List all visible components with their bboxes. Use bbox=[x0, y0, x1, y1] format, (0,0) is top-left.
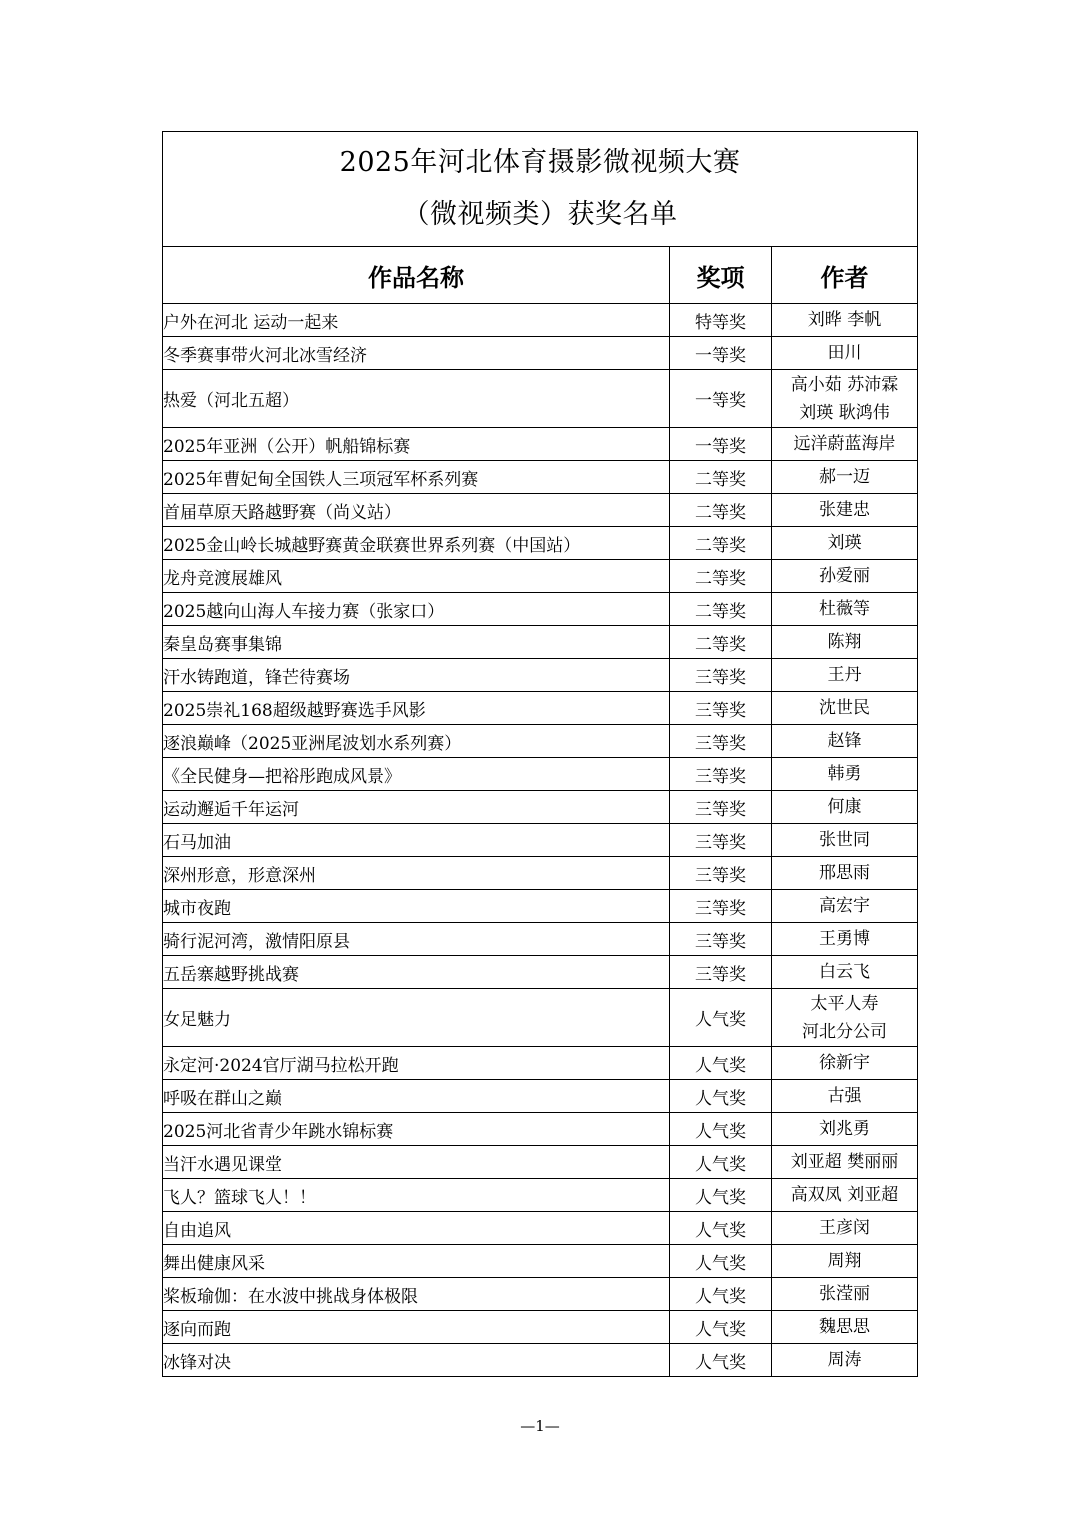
document-title: 2025年河北体育摄影微视频大赛 bbox=[339, 147, 741, 178]
table-row bbox=[163, 725, 918, 758]
page-number: —1— bbox=[520, 1417, 560, 1435]
award-cell: 二等奖 bbox=[670, 593, 772, 626]
work-title-cell: 冰锋对决 bbox=[163, 1344, 670, 1377]
table-row bbox=[163, 1245, 918, 1278]
award-cell: 二等奖 bbox=[670, 461, 772, 494]
work-title-cell: 冬季赛事带火河北冰雪经济 bbox=[163, 337, 670, 370]
author-cell bbox=[772, 1344, 918, 1377]
award-cell: 人气奖 bbox=[670, 1344, 772, 1377]
award-cell: 三等奖 bbox=[670, 791, 772, 824]
table-row bbox=[163, 1146, 918, 1179]
work-title-cell: 女足魅力 bbox=[163, 989, 670, 1047]
header-author: 作者 bbox=[772, 247, 918, 304]
table-row bbox=[163, 1080, 918, 1113]
award-cell: 人气奖 bbox=[670, 1047, 772, 1080]
work-title-cell: 骑行泥河湾，激情阳原县 bbox=[163, 923, 670, 956]
author-cell bbox=[772, 1113, 918, 1146]
author-cell bbox=[772, 370, 918, 428]
table-body bbox=[163, 304, 918, 1377]
work-title-cell: 运动邂逅千年运河 bbox=[163, 791, 670, 824]
award-cell: 三等奖 bbox=[670, 725, 772, 758]
award-cell: 人气奖 bbox=[670, 1212, 772, 1245]
table-row bbox=[163, 1311, 918, 1344]
table-row bbox=[163, 989, 918, 1047]
author-cell bbox=[772, 337, 918, 370]
table-title-cell bbox=[163, 132, 918, 247]
table-row bbox=[163, 1278, 918, 1311]
author-name: 高小茹 苏沛霖 bbox=[790, 374, 899, 395]
work-title-cell: 热爱（河北五超） bbox=[163, 370, 670, 428]
table-row bbox=[163, 626, 918, 659]
table-row bbox=[163, 890, 918, 923]
author-cell bbox=[772, 857, 918, 890]
work-title-cell: 《全民健身—把裕彤跑成风景》 bbox=[163, 758, 670, 791]
author-name: 刘瑛 bbox=[827, 533, 862, 553]
table-row bbox=[163, 1179, 918, 1212]
work-title-cell: 深州形意，形意深州 bbox=[163, 857, 670, 890]
table-row bbox=[163, 593, 918, 626]
work-title-cell: 石马加油 bbox=[163, 824, 670, 857]
table-row bbox=[163, 923, 918, 956]
author-cell bbox=[772, 1146, 918, 1179]
table-row bbox=[163, 791, 918, 824]
author-cell bbox=[772, 890, 918, 923]
author-cell bbox=[772, 1080, 918, 1113]
author-name: 河北分公司 bbox=[802, 1021, 887, 1042]
author-cell bbox=[772, 560, 918, 593]
author-cell bbox=[772, 494, 918, 527]
author-cell bbox=[772, 1245, 918, 1278]
work-title-cell: 2025年亚洲（公开）帆船锦标赛 bbox=[163, 428, 670, 461]
author-name: 沈世民 bbox=[819, 698, 870, 718]
work-title-cell: 五岳寨越野挑战赛 bbox=[163, 956, 670, 989]
author-name: 魏思思 bbox=[819, 1317, 870, 1337]
work-title-cell: 永定河·2024官厅湖马拉松开跑 bbox=[163, 1047, 670, 1080]
table-row bbox=[163, 1344, 918, 1377]
work-title-cell: 逐向而跑 bbox=[163, 1311, 670, 1344]
award-cell: 二等奖 bbox=[670, 494, 772, 527]
table-row bbox=[163, 461, 918, 494]
author-cell bbox=[772, 956, 918, 989]
author-cell bbox=[772, 791, 918, 824]
author-cell bbox=[772, 1179, 918, 1212]
work-title-cell: 逐浪巅峰（2025亚洲尾波划水系列赛） bbox=[163, 725, 670, 758]
author-cell bbox=[772, 1047, 918, 1080]
author-name: 孙爱丽 bbox=[819, 566, 870, 586]
author-cell bbox=[772, 304, 918, 337]
table-row bbox=[163, 370, 918, 428]
table-row bbox=[163, 956, 918, 989]
award-cell: 三等奖 bbox=[670, 923, 772, 956]
author-cell bbox=[772, 1278, 918, 1311]
author-name: 太平人寿 bbox=[810, 993, 879, 1014]
author-name: 白云飞 bbox=[819, 962, 870, 982]
author-name: 刘晔 李帆 bbox=[807, 310, 882, 330]
award-cell: 人气奖 bbox=[670, 1311, 772, 1344]
author-name: 古强 bbox=[827, 1086, 862, 1106]
author-name: 郝一迈 bbox=[819, 467, 870, 487]
work-title-cell: 当汗水遇见课堂 bbox=[163, 1146, 670, 1179]
award-cell: 三等奖 bbox=[670, 758, 772, 791]
award-cell: 三等奖 bbox=[670, 890, 772, 923]
award-cell: 一等奖 bbox=[670, 337, 772, 370]
header-award: 奖项 bbox=[670, 247, 772, 304]
author-name: 田川 bbox=[827, 343, 862, 363]
author-cell bbox=[772, 428, 918, 461]
work-title-cell: 桨板瑜伽：在水波中挑战身体极限 bbox=[163, 1278, 670, 1311]
work-title-cell: 2025河北省青少年跳水锦标赛 bbox=[163, 1113, 670, 1146]
award-cell: 二等奖 bbox=[670, 560, 772, 593]
table-row bbox=[163, 560, 918, 593]
author-cell bbox=[772, 1311, 918, 1344]
author-name: 王勇博 bbox=[819, 929, 870, 949]
author-name: 刘兆勇 bbox=[819, 1119, 870, 1139]
award-cell: 一等奖 bbox=[670, 370, 772, 428]
table-row bbox=[163, 494, 918, 527]
author-name: 张建忠 bbox=[819, 500, 870, 520]
award-cell: 一等奖 bbox=[670, 428, 772, 461]
author-name: 高双凤 刘亚超 bbox=[790, 1185, 899, 1205]
author-name: 徐新宇 bbox=[819, 1053, 870, 1073]
document-subtitle: （微视频类）获奖名单 bbox=[402, 199, 678, 230]
work-title-cell: 2025年曹妃甸全国铁人三项冠军杯系列赛 bbox=[163, 461, 670, 494]
table-row bbox=[163, 1047, 918, 1080]
table-row bbox=[163, 857, 918, 890]
author-name: 王丹 bbox=[827, 665, 862, 685]
table-row bbox=[163, 692, 918, 725]
work-title-cell: 首届草原天路越野赛（尚义站） bbox=[163, 494, 670, 527]
table-row bbox=[163, 659, 918, 692]
table-row bbox=[163, 304, 918, 337]
work-title-cell: 城市夜跑 bbox=[163, 890, 670, 923]
award-cell: 三等奖 bbox=[670, 857, 772, 890]
award-cell: 人气奖 bbox=[670, 1179, 772, 1212]
award-cell: 三等奖 bbox=[670, 956, 772, 989]
author-name: 张世同 bbox=[819, 830, 870, 850]
work-title-cell: 呼吸在群山之巅 bbox=[163, 1080, 670, 1113]
award-cell: 三等奖 bbox=[670, 824, 772, 857]
author-cell bbox=[772, 989, 918, 1047]
work-title-cell: 龙舟竞渡展雄风 bbox=[163, 560, 670, 593]
work-title-cell: 舞出健康风采 bbox=[163, 1245, 670, 1278]
work-title-cell: 汗水铸跑道，锋芒待赛场 bbox=[163, 659, 670, 692]
author-name: 周翔 bbox=[827, 1251, 862, 1271]
table-row bbox=[163, 1113, 918, 1146]
award-cell: 三等奖 bbox=[670, 692, 772, 725]
author-name: 赵锋 bbox=[827, 731, 862, 751]
header-work: 作品名称 bbox=[163, 247, 670, 304]
table-row bbox=[163, 1212, 918, 1245]
work-title-cell: 2025崇礼168超级越野赛选手风影 bbox=[163, 692, 670, 725]
author-name: 王彦闵 bbox=[819, 1218, 870, 1238]
author-cell bbox=[772, 659, 918, 692]
award-cell: 二等奖 bbox=[670, 626, 772, 659]
award-cell: 二等奖 bbox=[670, 527, 772, 560]
author-name: 高宏宇 bbox=[819, 896, 870, 916]
author-name: 刘瑛 耿鸿伟 bbox=[799, 402, 890, 423]
author-name: 陈翔 bbox=[827, 632, 862, 652]
work-title-cell: 自由追风 bbox=[163, 1212, 670, 1245]
author-cell bbox=[772, 725, 918, 758]
award-cell: 人气奖 bbox=[670, 1245, 772, 1278]
award-cell: 人气奖 bbox=[670, 1146, 772, 1179]
table-row bbox=[163, 527, 918, 560]
author-name: 邢思雨 bbox=[819, 863, 870, 883]
work-title-cell: 户外在河北 运动一起来 bbox=[163, 304, 670, 337]
author-cell bbox=[772, 824, 918, 857]
author-cell bbox=[772, 527, 918, 560]
table-row bbox=[163, 428, 918, 461]
table-row bbox=[163, 824, 918, 857]
author-name: 何康 bbox=[827, 797, 862, 817]
work-title-cell: 飞人？篮球飞人！！ bbox=[163, 1179, 670, 1212]
author-name: 韩勇 bbox=[827, 764, 862, 784]
table-row bbox=[163, 337, 918, 370]
award-cell: 人气奖 bbox=[670, 989, 772, 1047]
author-name: 周涛 bbox=[827, 1350, 862, 1370]
work-title-cell: 2025越向山海人车接力赛（张家口） bbox=[163, 593, 670, 626]
author-name: 杜薇等 bbox=[819, 599, 870, 619]
work-title-cell: 秦皇岛赛事集锦 bbox=[163, 626, 670, 659]
author-cell bbox=[772, 593, 918, 626]
awards-table bbox=[162, 131, 918, 1377]
award-cell: 人气奖 bbox=[670, 1278, 772, 1311]
author-cell bbox=[772, 692, 918, 725]
author-cell bbox=[772, 758, 918, 791]
award-cell: 人气奖 bbox=[670, 1080, 772, 1113]
author-name: 刘亚超 樊丽丽 bbox=[790, 1152, 899, 1172]
author-cell bbox=[772, 461, 918, 494]
author-cell bbox=[772, 923, 918, 956]
author-name: 远洋蔚蓝海岸 bbox=[793, 434, 896, 454]
author-cell bbox=[772, 1212, 918, 1245]
work-title-cell: 2025金山岭长城越野赛黄金联赛世界系列赛（中国站） bbox=[163, 527, 670, 560]
table-row bbox=[163, 758, 918, 791]
award-cell: 三等奖 bbox=[670, 659, 772, 692]
author-name: 张滢丽 bbox=[819, 1284, 870, 1304]
award-cell: 人气奖 bbox=[670, 1113, 772, 1146]
award-cell: 特等奖 bbox=[670, 304, 772, 337]
author-cell bbox=[772, 626, 918, 659]
